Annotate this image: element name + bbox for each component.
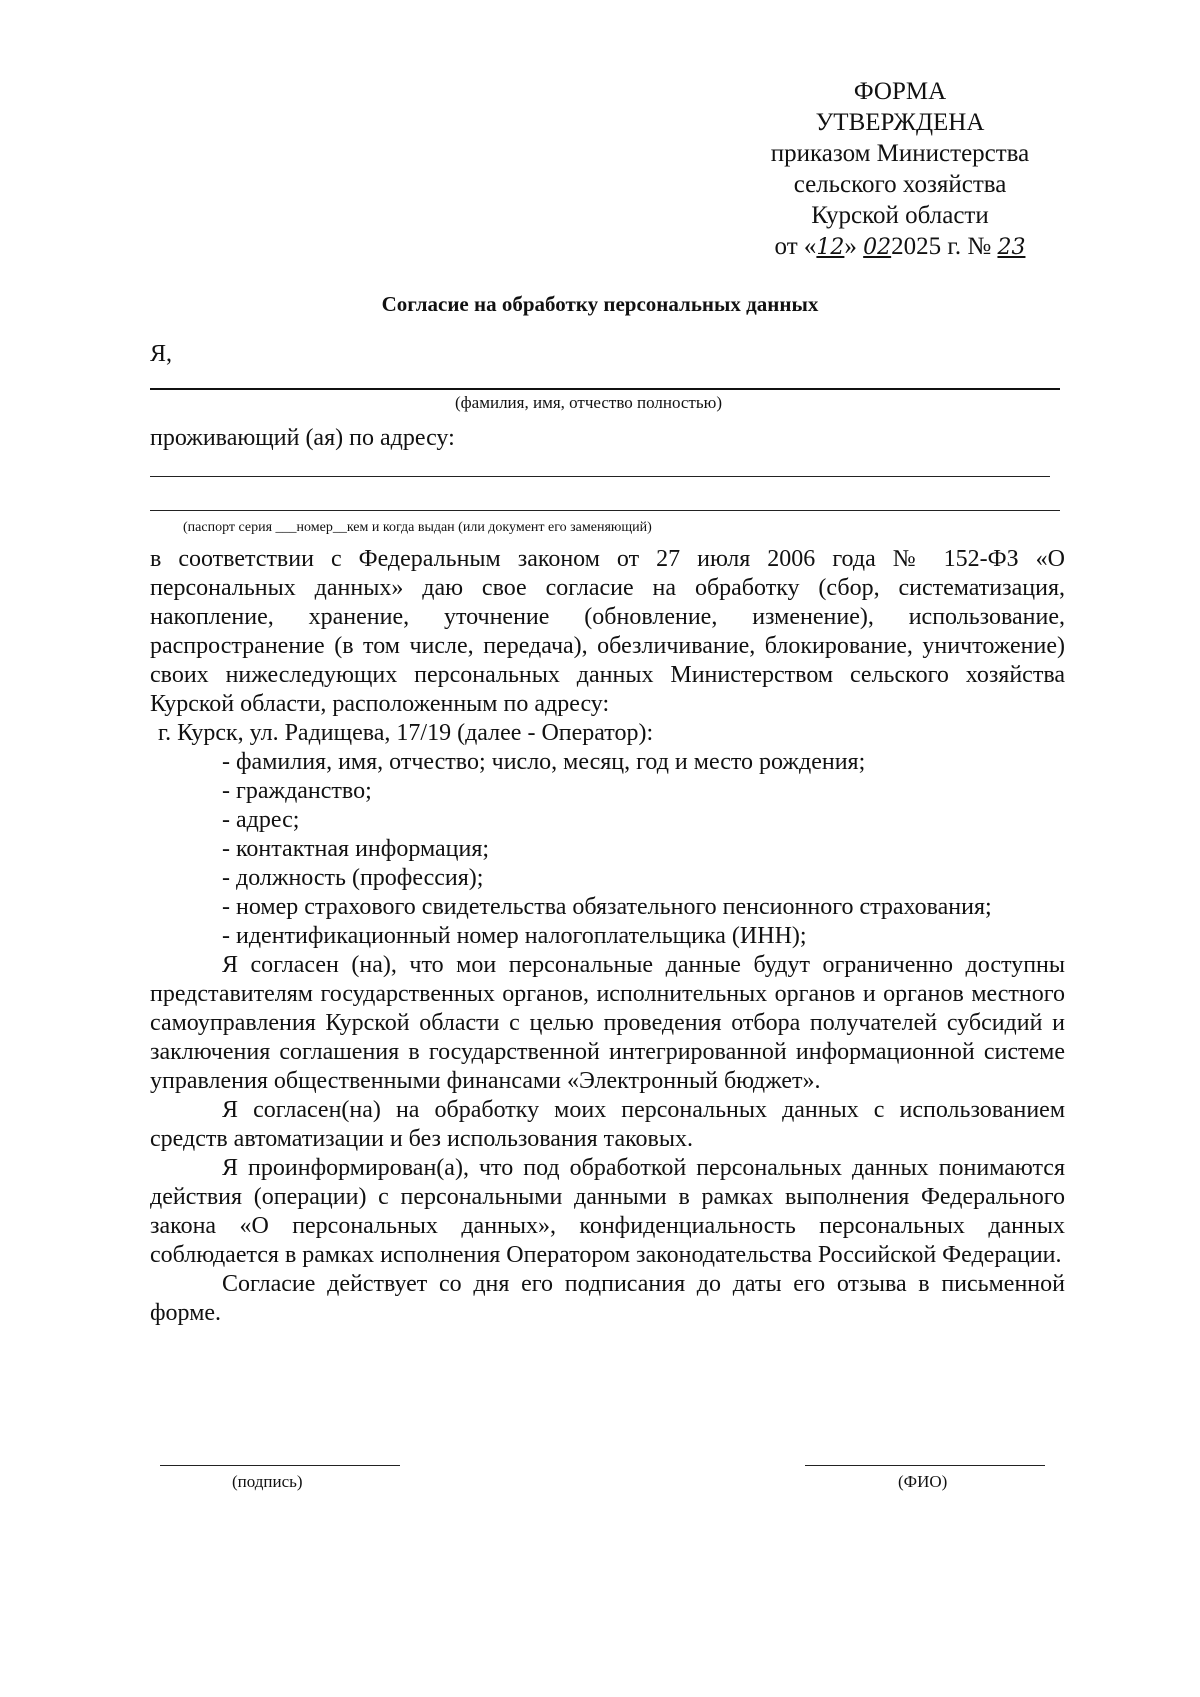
address-label: проживающий (ая) по адресу: [150,425,455,451]
passport-caption: (паспорт серия ___номер__кем и когда выдан (или документ его заменяющий) [183,520,652,535]
fio-signature-blank-line[interactable] [805,1465,1045,1466]
date-mid: » [844,233,864,260]
informed-paragraph: Я проинформирован(а), что под обработкой персональных данных понимаются действия (операции) с персональными данными в рамках выполнения Федерального закона «О персональных данных», конфиденциальность персональных данных соблюдается в рамках исполнения Оператором законодательства Российской Федерации. [150,1155,1065,1268]
list-item: - гражданство; [222,778,372,804]
list-item: - номер страхового свидетельства обязательного пенсионного страхования; [222,894,992,920]
fio-signature-caption: (ФИО) [898,1472,948,1491]
list-item: - должность (профессия); [222,865,484,891]
handwritten-month: 02 [863,235,892,260]
handwritten-order-number: 23 [997,235,1026,260]
access-paragraph: Я согласен (на), что мои персональные данные будут ограниченно доступны представителям государственных органов, исполнительных органов и органов местного самоуправления Курской области с целью проведения отбора получателей субсидий и заключения соглашения в государственной интегрированной информационной системе управления общественными финансами «Электронный бюджет». [150,952,1065,1094]
signature-blank-line[interactable] [160,1465,400,1466]
stamp-line-region: Курской области [811,202,989,229]
stamp-date-line [740,231,1060,263]
address-blank-line[interactable] [150,476,1050,477]
document-title: Согласие на обработку персональных данных [381,292,819,316]
operator-address: г. Курск, ул. Радищева, 17/19 (далее - Оператор): [158,720,654,746]
stamp-line-order: приказом Министерства [770,140,1030,167]
stamp-line-approved: УТВЕРЖДЕНА [815,109,985,136]
automation-paragraph: Я согласен(на) на обработку моих персональных данных с использованием средств автоматизации и без использования таковых. [150,1097,1065,1152]
handwritten-day: 12 [816,235,845,260]
ya-label: Я, [150,341,173,367]
date-prefix: от « [774,233,817,260]
fio-caption: (фамилия, имя, отчество полностью) [455,393,722,412]
validity-paragraph: Согласие действует со дня его подписания до даты его отзыва в письменной форме. [150,1271,1065,1326]
list-item: - идентификационный номер налогоплательщика (ИНН); [222,923,807,949]
passport-blank-line[interactable] [150,510,1060,511]
list-item: - адрес; [222,807,300,833]
approval-stamp [740,76,1060,263]
list-item: - контактная информация; [222,836,490,862]
stamp-line-ministry: сельского хозяйства [793,171,1007,198]
consent-body [150,545,1065,1328]
fio-blank-line[interactable] [150,388,1060,390]
date-suffix: 2025 г. № [891,233,998,260]
signature-caption: (подпись) [232,1472,303,1491]
stamp-line-form: ФОРМА [853,78,947,105]
personal-data-list [222,748,1065,951]
list-item: - фамилия, имя, отчество; число, месяц, год и место рождения; [222,749,866,775]
intro-paragraph: в соответствии с Федеральным законом от 27 июля 2006 года № 152-ФЗ «О персональных данных» даю свое согласие на обработку (сбор, систематизация, накопление, хранение, уточнение (обновление, изменение), использование, распространение (в том числе, передача), обезличивание, блокирование, уничтожение) своих нижеследующих персональных данных Министерством сельского хозяйства Курской области, расположенным по адресу: [150,546,1065,717]
